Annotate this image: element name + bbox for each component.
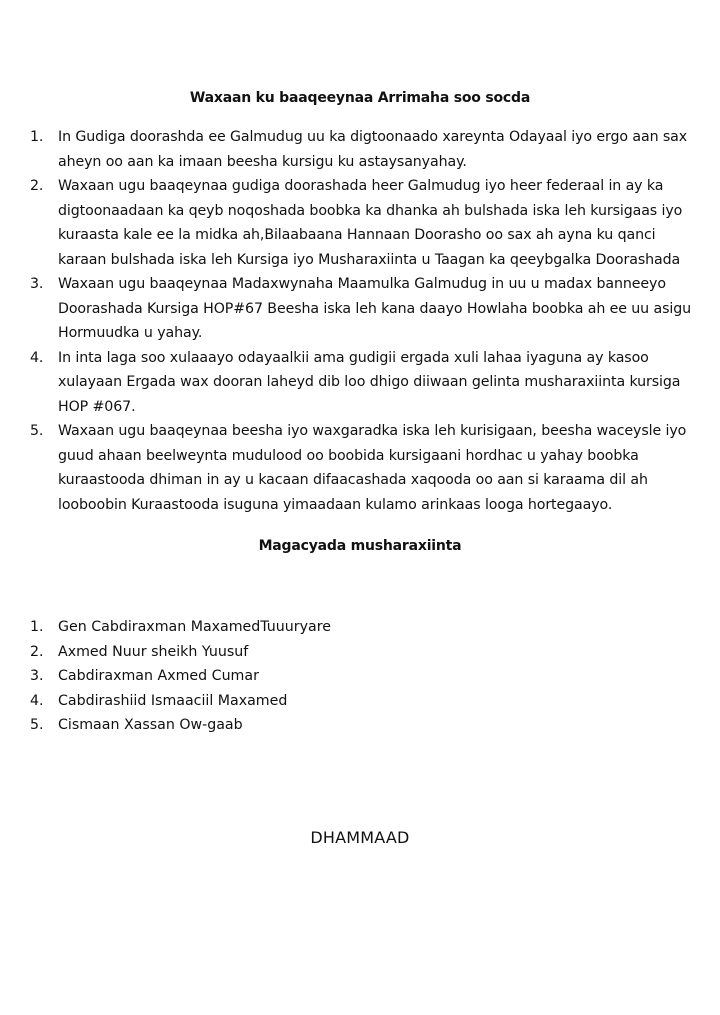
list-item [30, 689, 530, 714]
list-item-text: Waxaan ugu baaqeynaa beesha iyo waxgaradka iska leh kurisigaan, beesha waceysle iyo guud ahaan beelweynta mudulood oo boobida kursigaani hordhac u yahay boobka kuraastooda dhiman in ay u kacaan difaacashada xaqooda oo aan si karaama dil ah looboobin Kuraastooda isuguna yimaadaan kulamo arinkaas looga hortegaayo. [58, 423, 687, 513]
list-item-number: 2. [30, 643, 44, 660]
candidate-name: Cabdiraxman Axmed Cumar [58, 668, 259, 684]
list-item-number: 2. [30, 178, 44, 194]
candidate-list [30, 615, 530, 738]
list-item [30, 640, 530, 665]
candidate-name: Axmed Nuur sheikh Yuusuf [58, 643, 249, 660]
list-item-number: 1. [30, 619, 44, 635]
candidates-heading: Magacyada musharaxiinta [258, 538, 462, 554]
list-item-number: 5. [30, 717, 44, 733]
list-item [30, 419, 700, 517]
list-item-number: 1. [30, 129, 44, 145]
list-item [30, 272, 700, 346]
candidate-name: Cismaan Xassan Ow-gaab [58, 717, 243, 733]
closing-text: DHAMMAAD [310, 828, 410, 847]
list-item-number: 3. [30, 276, 44, 292]
demand-list [30, 125, 700, 517]
list-item-number: 4. [30, 692, 44, 709]
list-item-text: In inta laga soo xulaaayo odayaalkii ama gudigii ergada xuli lahaa iyaguna ay kasoo xulayaan Ergada wax dooran laheyd dib loo dhigo diiwaan gelinta musharaxiinta kursiga HOP #067. [58, 349, 681, 415]
list-item [30, 174, 700, 272]
candidate-name: Cabdirashiid Ismaaciil Maxamed [58, 692, 288, 709]
list-item-number: 5. [30, 423, 44, 439]
list-item-number: 4. [30, 349, 44, 366]
list-item-number: 3. [30, 668, 44, 684]
list-item [30, 713, 530, 738]
list-item-text: In Gudiga doorashda ee Galmudug uu ka digtoonaado xareynta Odayaal iyo ergo aan sax aheyn oo aan ka imaan beesha kursigu ku astaysanyahay. [58, 129, 688, 170]
list-item-text: Waxaan ugu baaqeynaa Madaxwynaha Maamulka Galmudug in uu u madax banneeyo Doorashada Kursiga HOP#67 Beesha iska leh kana daayo Howlaha boobka ah ee uu asigu Hormuudka u yahay. [58, 276, 692, 341]
list-item [30, 125, 700, 174]
list-item [30, 664, 530, 689]
list-item [30, 615, 530, 640]
document-title: Waxaan ku baaqeeynaa Arrimaha soo socda [189, 90, 531, 106]
candidate-name: Gen Cabdiraxman MaxamedTuuuryare [58, 619, 331, 635]
list-item-text: Waxaan ugu baaqeynaa gudiga doorashada heer Galmudug iyo heer federaal in ay ka digtoonaadaan ka qeyb noqoshada boobka ka dhanka ah bulshada iska leh kursigaas iyo kuraasta kale ee la midka ah,Bilaabaana Hannaan Doorasho oo sax ah ayna ku qanci karaan bulshada iska leh Kursiga iyo Musharaxiinta u Taagan ka qeeybgalka Doorashada [58, 178, 683, 268]
list-item [30, 346, 700, 420]
